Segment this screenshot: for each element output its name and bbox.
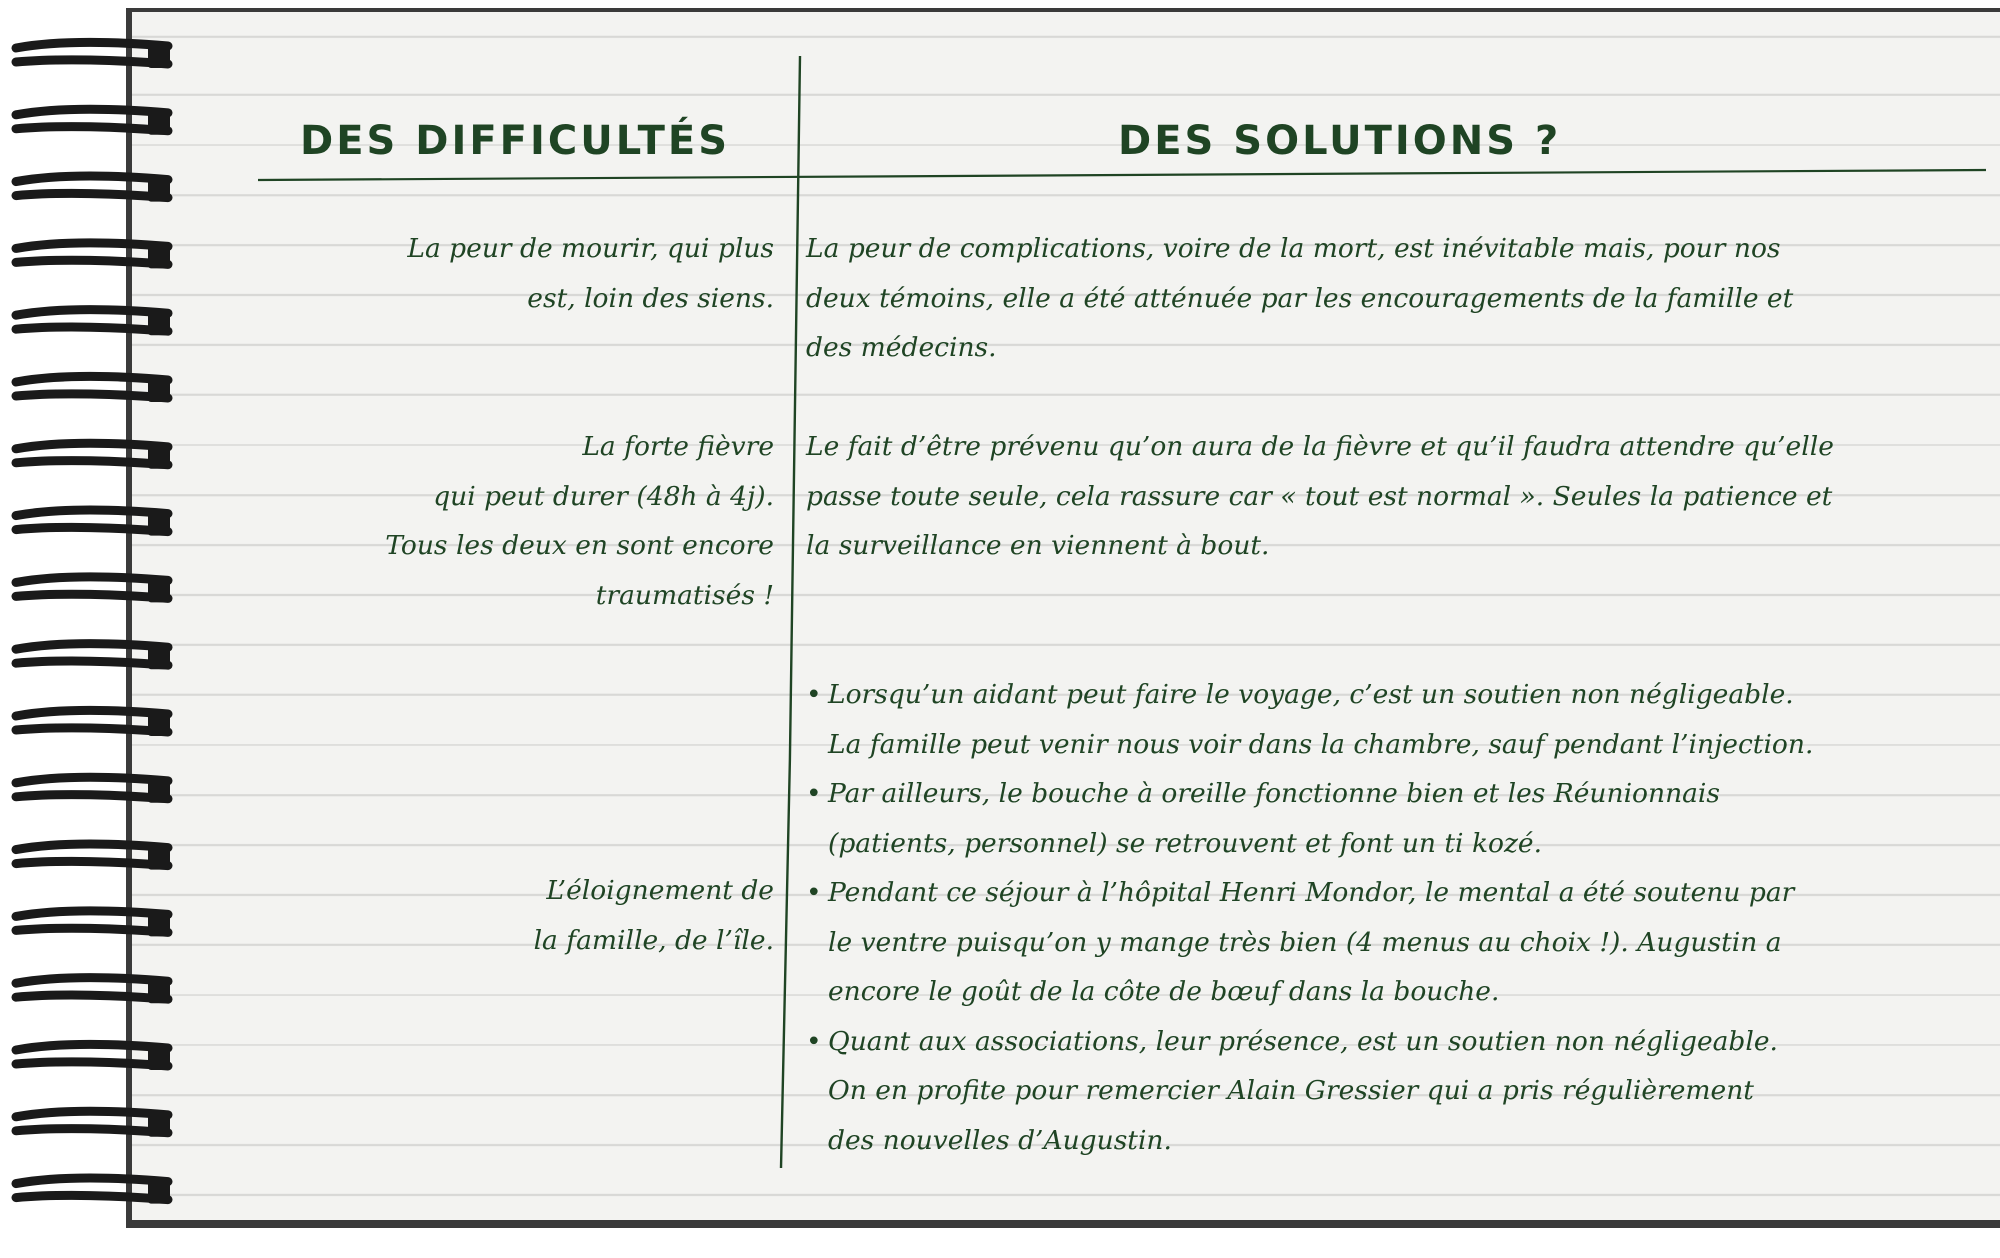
solution-1 (806, 224, 1926, 373)
difficulty-line: Tous les deux en sont encore (385, 530, 774, 561)
header-difficulties: DES DIFFICULTÉS (300, 118, 730, 164)
bullet-text: (patients, personnel) se retrouvent et font un ti kozé. (828, 827, 1543, 859)
column-divider (781, 56, 800, 1168)
solution-line: des médecins. (806, 332, 997, 363)
bullet-icon: • (806, 1025, 822, 1057)
solution-line: passe toute seule, cela rassure car « tout est normal ». Seules la patience et (806, 480, 1833, 512)
difficulty-line: La peur de mourir, qui plus (407, 233, 774, 264)
bullet-icon: • (806, 679, 822, 710)
difficulty-line: qui peut durer (48h à 4j). (433, 480, 774, 512)
bullet-item (806, 670, 1926, 769)
solution-3 (806, 670, 1926, 1165)
bullet-item (806, 868, 1926, 1017)
difficulty-1 (314, 224, 774, 323)
bullet-text: Par ailleurs, le bouche à oreille fonctionne bien et les Réunionnais (828, 778, 1721, 809)
bullet-text: des nouvelles d’Augustin. (828, 1124, 1172, 1156)
solution-line: la surveillance en viennent à bout. (806, 530, 1270, 561)
difficulty-line: traumatisés ! (595, 579, 774, 611)
solution-line: deux témoins, elle a été atténuée par les encouragements de la famille et (806, 282, 1794, 314)
difficulty-line: est, loin des siens. (527, 282, 774, 314)
difficulty-line: L’éloignement de (546, 875, 774, 906)
bullet-text: Lorsqu’un aidant peut faire le voyage, c’est un soutien non négligeable. (828, 679, 1794, 710)
header-underline (258, 170, 1986, 180)
bullet-text: le ventre puisqu’on y mange très bien (4 menus au choix !). Augustin a (828, 926, 1782, 958)
bullet-text: Quant aux associations, leur présence, est un soutien non négligeable. (828, 1025, 1778, 1057)
bullet-item (806, 769, 1926, 868)
bullet-icon: • (806, 877, 822, 908)
solution-2 (806, 422, 1926, 571)
bullet-text: encore le goût de la côte de bœuf dans la bouche. (828, 976, 1500, 1007)
bullet-text: On en profite pour remercier Alain Gressier qui a pris régulièrement (828, 1075, 1754, 1106)
solution-line: La peur de complications, voire de la mort, est inévitable mais, pour nos (806, 233, 1781, 264)
difficulty-line: La forte fièvre (582, 431, 774, 462)
solution-line: Le fait d’être prévenu qu’on aura de la fièvre et qu’il faudra attendre qu’elle (806, 431, 1834, 462)
difficulty-line: la famille, de l’île. (533, 924, 774, 956)
bullet-text: La famille peut venir nous voir dans la chambre, sauf pendant l’injection. (828, 728, 1814, 760)
header-solutions: DES SOLUTIONS ? (1118, 118, 1562, 164)
difficulty-3 (314, 866, 774, 965)
bullet-text: Pendant ce séjour à l’hôpital Henri Mondor, le mental a été soutenu par (828, 877, 1795, 908)
difficulty-2 (314, 422, 774, 620)
bullet-icon: • (806, 778, 822, 809)
bullet-item (806, 1017, 1926, 1166)
